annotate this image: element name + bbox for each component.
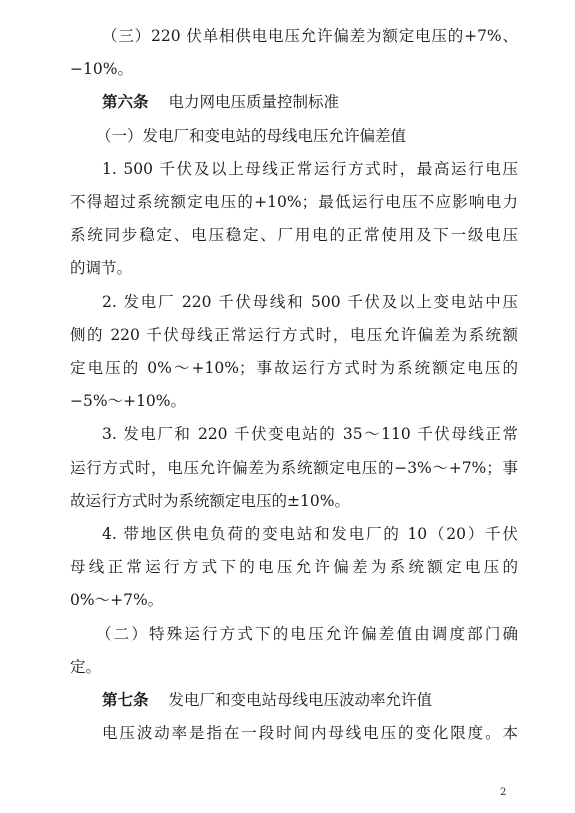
article-title: 电力网电压质量控制标准 — [168, 93, 340, 112]
text-line: 的调节。 — [70, 259, 133, 278]
text-line: （二）特殊运行方式下的电压允许偏差值由调度部门确 — [96, 624, 518, 643]
page-number: 2 — [500, 787, 507, 798]
text-line: −5%～+10%。 — [70, 392, 187, 411]
text-line: 定电压的 0%～+10%；事故运行方式时为系统额定电压的 — [70, 359, 518, 377]
text-line: 故运行方式时为系统额定电压的±10%。 — [70, 491, 350, 510]
article-number: 第七条 — [102, 690, 149, 709]
text-line: 1. 500 千伏及以上母线正常运行方式时，最高运行电压 — [102, 159, 518, 178]
text-line: 运行方式时，电压允许偏差为系统额定电压的−3%～+7%；事 — [70, 458, 518, 477]
text-line: −10%。 — [70, 60, 133, 79]
text-line: 侧的 220 千伏母线正常运行方式时，电压允许偏差为系统额 — [70, 325, 518, 344]
text-line: 0%～+7%。 — [70, 591, 164, 610]
text-line: 4. 带地区供电负荷的变电站和发电厂的 10（20）千伏 — [102, 525, 518, 543]
text-line: （三）220 伏单相供电电压允许偏差为额定电压的+7%、 — [102, 27, 518, 45]
text-line: 母线正常运行方式下的电压允许偏差为系统额定电压的 — [70, 558, 518, 577]
text-line: 系统同步稳定、电压稳定、厂用电的正常使用及下一级电压 — [70, 226, 518, 245]
article-heading — [0, 88, 575, 116]
text-line: 2. 发电厂 220 千伏母线和 500 千伏及以上变电站中压 — [102, 292, 518, 311]
text-line: （一）发电厂和变电站的母线电压允许偏差值 — [96, 126, 407, 145]
article-title: 发电厂和变电站母线电压波动率允许值 — [168, 691, 433, 709]
text-line: 不得超过系统额定电压的+10%；最低运行电压不应影响电力 — [70, 193, 518, 211]
text-line: 定。 — [70, 657, 102, 676]
text-line: 3. 发电厂和 220 千伏变电站的 35～110 千伏母线正常 — [102, 425, 518, 444]
article-heading — [0, 686, 575, 714]
text-line: 电压波动率是指在一段时间内母线电压的变化限度。本 — [102, 724, 518, 743]
article-number: 第六条 — [102, 92, 149, 112]
